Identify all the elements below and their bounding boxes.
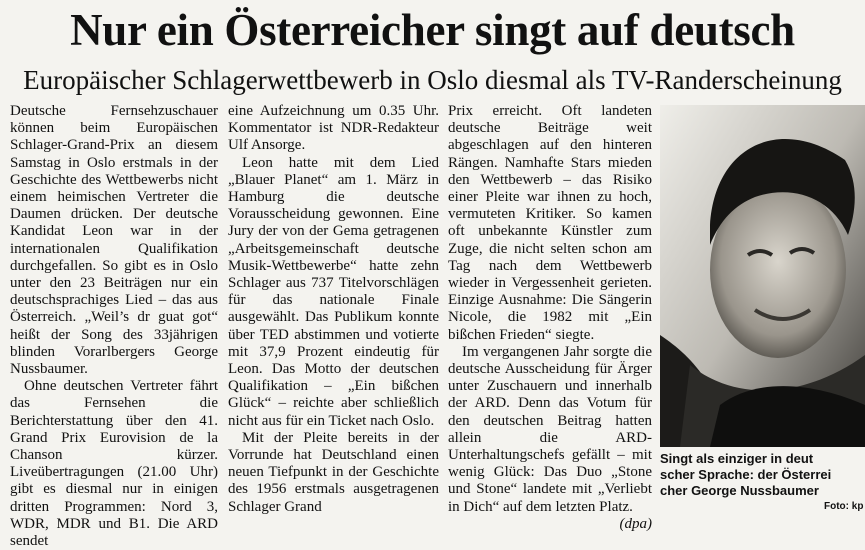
caption-line: Singt als einziger in deut: [660, 451, 814, 466]
paragraph: Leon hatte mit dem Lied „Blauer Planet“ am 1. März in Hamburg die deutsche Vorausscheidung gewonnen. Eine Jury der von der Gema getragenen „Arbeitsgemeinschaft deutsche Musik-Wettbewerbe“ hatte zehn Schlager aus 737 Titelvorschlägen für das nationale Finale ausgewählt. Das Publikum konnte über TED abstimmen und votierte mit 37,9 Prozent eindeutig für Leon. Das Motto der deutschen Qualifikation – „Ein bißchen Glück“ – reichte aber schließlich nicht aus für ein Ticket nach Oslo.: [228, 154, 439, 429]
subheadline: Europäischer Schlagerwettbewerb in Oslo diesmal als TV-Randerscheinung: [23, 65, 842, 95]
portrait-photo: [660, 105, 865, 447]
article-column-2: [228, 103, 439, 516]
paragraph: Prix erreicht. Oft landeten deutsche Beiträge weit abgeschlagen auf den hinteren Rängen. Namhafte Stars mieden den Wettbewerb – das Risiko einer Pleite war ihnen zu hoch, vermuteten Kritiker. So kamen oft unbekannte Künstler zum Zuge, die nicht selten schon am Tag nach dem Wettbewerb wieder in Vergessenheit gerieten. Einzige Ausnahme: Die Sängerin Nicole, die 1982 mit „Ein bißchen Frieden“ siegte.: [448, 103, 652, 343]
article-column-3: [448, 103, 652, 533]
caption-line: scher Sprache: der Österrei: [660, 467, 832, 482]
paragraph: Ohne deutschen Vertreter fährt das Fernsehen die Berichterstattung über den 41. Grand Prix Eurovision de la Chanson kürzer. Liveübertragungen (21.00 Uhr) gibt es diesmal nur in einigen dritten Programmen: Nord 3, WDR, MDR und B1. Die ARD sendet: [10, 378, 218, 550]
headline: Nur ein Österreicher singt auf deutsch: [70, 5, 795, 55]
article-column-1: [10, 103, 218, 550]
source-agency: (dpa): [619, 515, 652, 532]
paragraph: eine Aufzeichnung um 0.35 Uhr. Kommentator ist NDR-Redakteur Ulf Ansorge.: [228, 103, 439, 154]
paragraph-text: Im vergangenen Jahr sorgte die deutsche Ausscheidung für Ärger unter Zuschauern und innerhalb der ARD. Denn das Votum für den deutschen Beitrag hatten allein die ARD-Unterhaltungschefs gefällt – mit wenig Glück: Das Duo „Stone und Stone“ landete mit „Verliebt in Dich“ auf dem letzten Platz.: [448, 343, 652, 515]
paragraph: Mit der Pleite bereits in der Vorrunde hat Deutschland einen neuen Tiefpunkt in der Geschichte des 1956 erstmals ausgetragenen Schlager Grand: [228, 429, 439, 515]
photo-credit: Foto: kp: [824, 501, 864, 512]
photo-caption: [660, 451, 865, 499]
caption-line: cher George Nussbaumer: [660, 483, 819, 498]
paragraph: [448, 343, 652, 532]
paragraph: Deutsche Fernsehzuschauer können beim Europäischen Schlager-Grand-Prix an diesem Samstag in Oslo erstmals in der Geschichte des Wettbewerbs nicht einem heimischen Vertreter die Daumen drücken. Der deutsche Kandidat Leon war in der internationalen Qualifikation durchgefallen. So gibt es in Oslo unter den 23 Beiträgen nur ein deutschsprachiges Lied – das aus Österreich. „Weil’s dr guat got“ heißt der Song des 33jährigen blinden Vorarlbergers George Nussbaumer.: [10, 103, 218, 378]
portrait-photo-graphic: [660, 105, 865, 447]
